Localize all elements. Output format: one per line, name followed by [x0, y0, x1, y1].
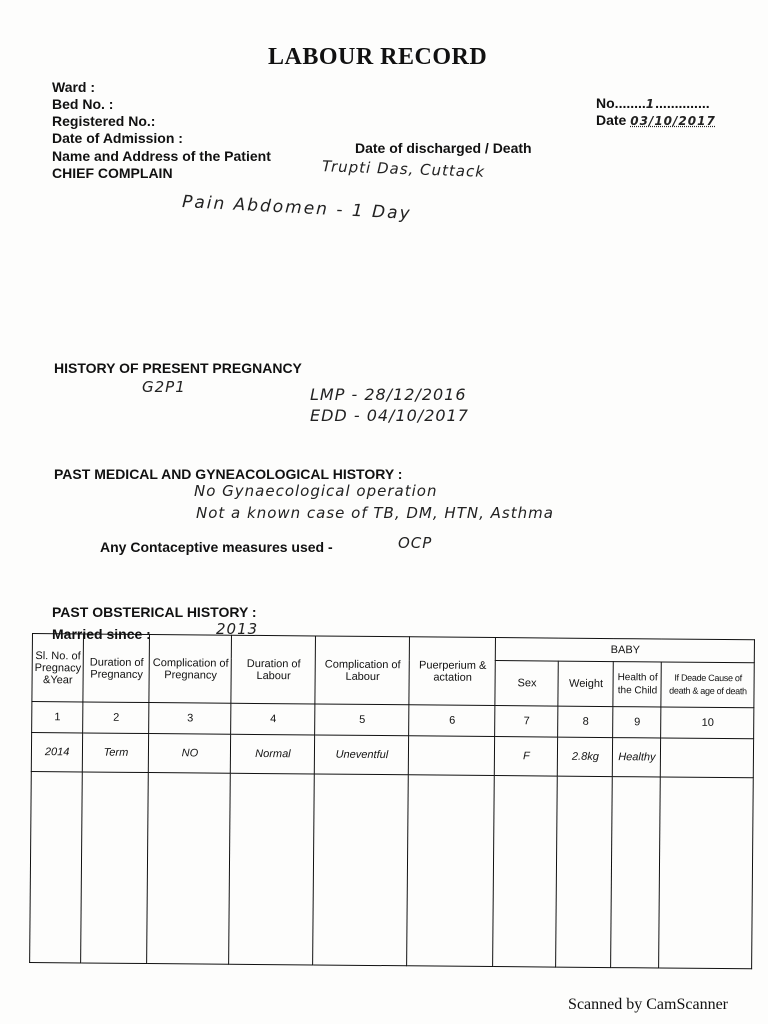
no-dots-before: ....... — [618, 95, 646, 111]
table-row — [31, 733, 754, 778]
puerperium — [409, 736, 495, 776]
record-number — [596, 95, 710, 111]
column-header: Duration of Labour — [231, 635, 316, 704]
column-header: If Deade Cause of death & age of death — [661, 662, 754, 708]
baby-health: Healthy — [613, 738, 661, 777]
past-history-line1: No Gynaecological operation — [194, 482, 438, 500]
discharge-label: Date of discharged / Death — [355, 140, 532, 156]
pregnancy-year: 2014 — [31, 733, 83, 772]
lmp-value: LMP - 28/12/2016 — [310, 385, 467, 404]
patient-name-label: Name and Address of the Patient — [52, 148, 271, 164]
column-number: 2 — [83, 702, 149, 734]
married-label: Married since : — [52, 626, 151, 642]
column-header: Sex — [495, 661, 558, 707]
duration-of-labour: Normal — [231, 734, 315, 774]
column-number: 5 — [315, 704, 409, 736]
column-number: 1 — [32, 702, 84, 733]
cause-of-death — [661, 738, 754, 778]
record-date — [596, 112, 716, 128]
obstetric-heading: PAST OBSTERICAL HISTORY : — [52, 604, 257, 620]
page-title: LABOUR RECORD — [268, 44, 488, 70]
duration-of-pregnancy: Term — [83, 733, 149, 773]
edd-value: EDD - 04/10/2017 — [310, 406, 469, 425]
married-value: 2013 — [216, 620, 259, 638]
column-number: 8 — [558, 706, 613, 737]
bed-label: Bed No. : — [52, 96, 114, 112]
no-dots-after: .............. — [655, 95, 710, 111]
ward-label: Ward : — [52, 79, 96, 95]
registered-label: Registered No.: — [52, 113, 156, 129]
column-header: Sl. No. of Pregnacy &Year — [32, 634, 84, 702]
table-header-row-top — [32, 634, 755, 663]
obstetric-history-table — [29, 633, 755, 969]
baby-header: BABY — [496, 638, 755, 663]
chief-complaint-value: Pain Abdomen - 1 Day — [181, 192, 413, 224]
column-header: Complication of Pregnancy — [149, 635, 232, 704]
date-label: Date — [596, 112, 627, 128]
column-header: Puerperium & actation — [409, 637, 496, 706]
past-medical-heading: PAST MEDICAL AND GYNEACOLOGICAL HISTORY : — [54, 466, 403, 482]
column-number: 6 — [409, 705, 495, 737]
table-blank-row — [30, 771, 754, 968]
column-number: 10 — [661, 707, 754, 739]
column-number: 3 — [149, 703, 231, 735]
patient-name-address: Trupti Das, Cuttack — [321, 157, 486, 181]
column-header: Complication of Labour — [315, 636, 410, 705]
baby-weight: 2.8kg — [558, 737, 613, 776]
no-label: No. — [596, 95, 619, 111]
scanner-watermark: Scanned by CamScanner — [568, 996, 728, 1013]
column-number: 9 — [613, 707, 661, 738]
chief-complain-label: CHIEF COMPLAIN — [52, 165, 173, 181]
contraceptive-label: Any Contaceptive measures used - — [100, 539, 333, 555]
complication-of-labour: Uneventful — [315, 735, 409, 775]
contraceptive-value: OCP — [398, 534, 433, 552]
column-header: Health of the Child — [613, 662, 661, 707]
column-number: 7 — [495, 706, 558, 738]
column-number: 4 — [231, 703, 315, 735]
past-history-line2: Not a known case of TB, DM, HTN, Asthma — [196, 504, 554, 522]
no-value: 1 — [645, 97, 656, 111]
complication-of-pregnancy: NO — [149, 734, 231, 774]
gravida-value: G2P1 — [142, 378, 186, 396]
column-header: Weight — [558, 661, 613, 706]
date-value: 03/10/2017 — [630, 114, 716, 128]
admission-label: Date of Admission : — [52, 130, 183, 146]
column-header: Duration of Pregnancy — [83, 634, 150, 703]
baby-sex: F — [495, 737, 558, 777]
present-pregnancy-heading: HISTORY OF PRESENT PREGNANCY — [54, 360, 302, 376]
